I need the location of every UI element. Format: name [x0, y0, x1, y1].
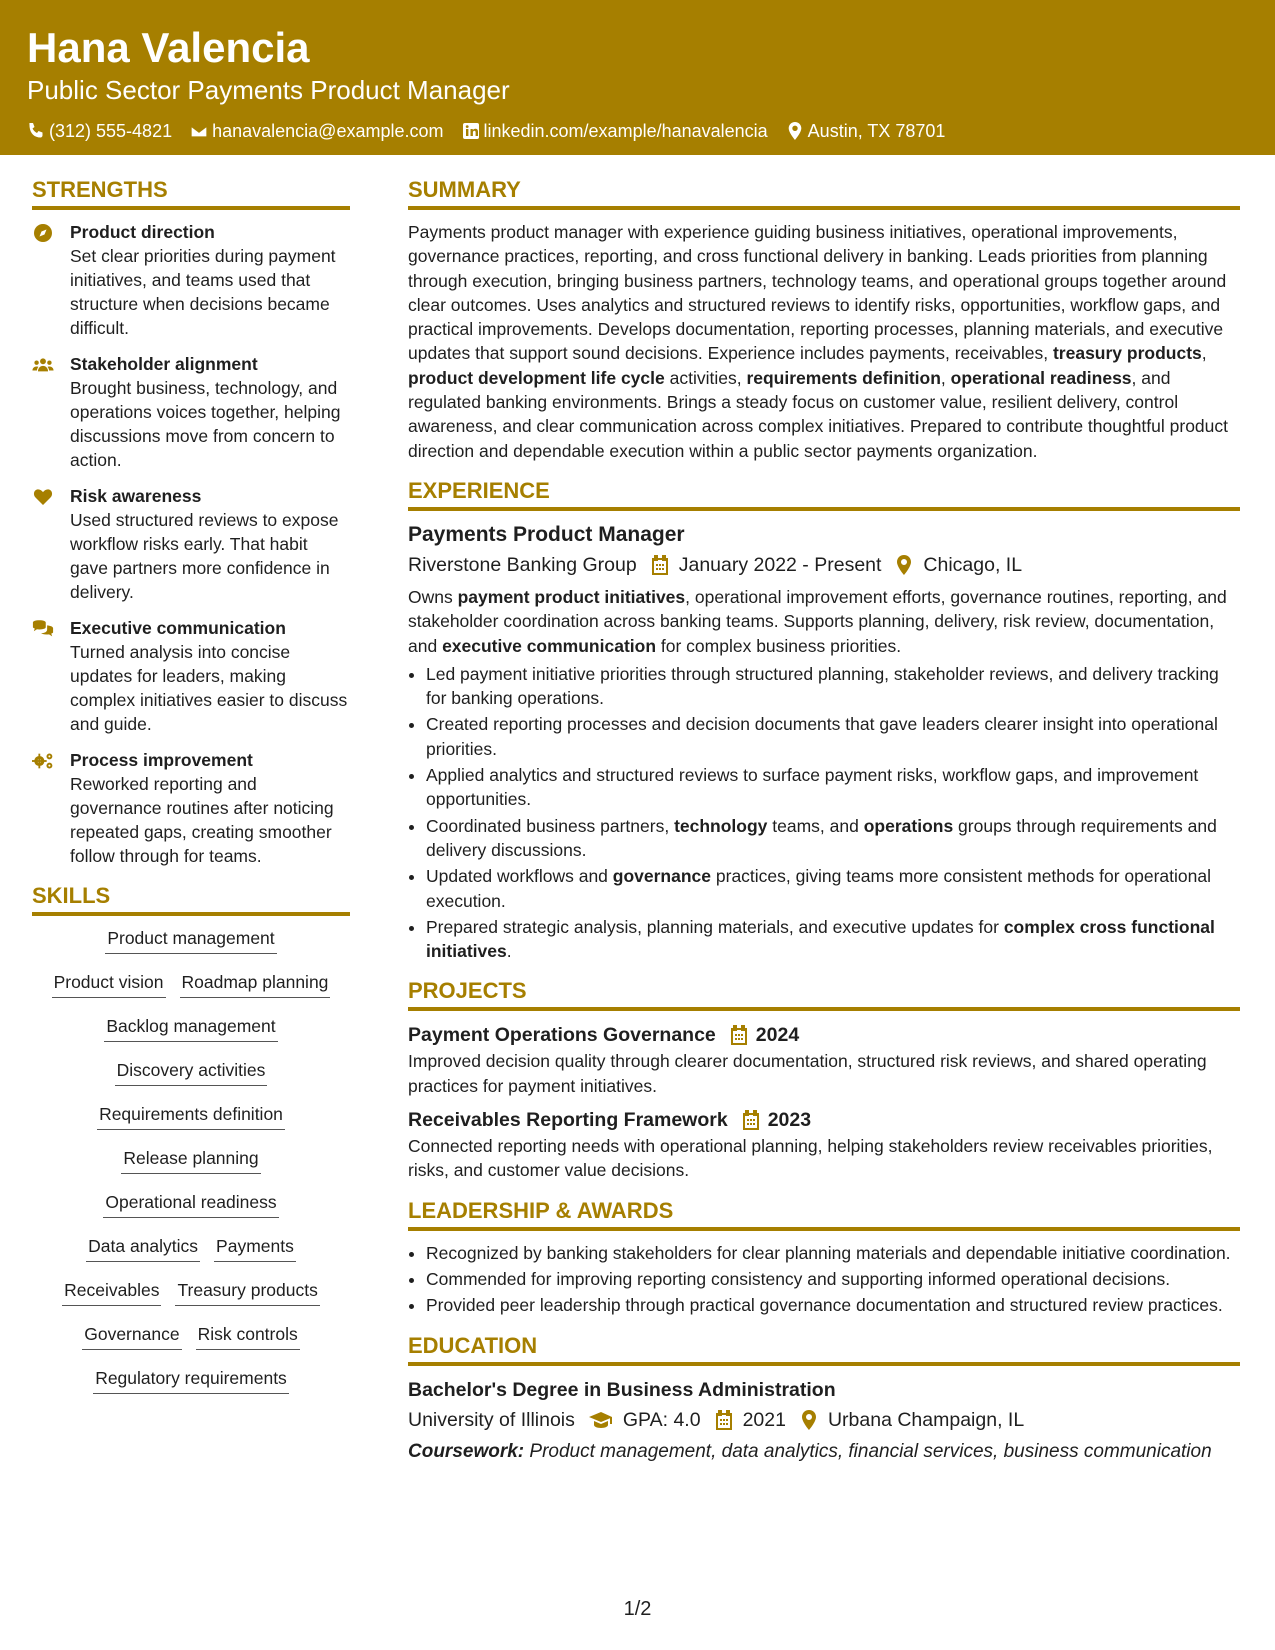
strength-title: Stakeholder alignment: [70, 354, 258, 374]
skill-tag: Discovery activities: [115, 1058, 268, 1086]
contact-bar: [27, 120, 1248, 142]
project-year: 2024: [755, 1024, 800, 1047]
graduation-year: 2021: [742, 1408, 786, 1431]
phone-icon: [27, 122, 45, 140]
candidate-name: Hana Valencia: [27, 24, 310, 71]
skill-tag: Backlog management: [104, 1014, 277, 1042]
strength-description: Brought business, technology, and operations voices together, helping discussions move from concern to action.: [70, 378, 341, 470]
calendar-icon: [651, 555, 669, 575]
candidate-headline: Public Sector Payments Product Manager: [27, 75, 510, 105]
linkedin-icon: [462, 122, 480, 140]
map-pin-icon: [786, 122, 804, 140]
skill-tag: Receivables: [62, 1278, 161, 1306]
skill-tag: Product management: [105, 926, 276, 954]
project-item: [408, 1106, 1240, 1183]
strength-item: [32, 352, 350, 472]
skill-tag: Regulatory requirements: [93, 1366, 289, 1394]
contact-phone[interactable]: [27, 120, 172, 142]
email-text: hanavalencia@example.com: [212, 121, 444, 141]
location-text: Austin, TX 78701: [807, 121, 946, 141]
degree-title: Bachelor's Degree in Business Administration: [408, 1378, 836, 1401]
list-item: • Updated workflows and governance practices, giving teams more consistent methods for operational execution.: [426, 864, 1240, 913]
linkedin-text: linkedin.com/example/hanavalencia: [483, 121, 768, 141]
strength-item: [32, 748, 350, 868]
strength-title: Executive communication: [70, 618, 286, 638]
list-item: • Applied analytics and structured reviews to surface payment risks, workflow gaps, and improvement opportunities.: [426, 763, 1240, 812]
strength-description: Used structured reviews to expose workflow risks early. That habit gave partners more confidence in delivery.: [70, 510, 339, 602]
skill-tag: Risk controls: [196, 1322, 300, 1350]
skill-tag: Treasury products: [175, 1278, 319, 1306]
list-item: • Provided peer leadership through practical governance documentation and structured review practices.: [426, 1293, 1240, 1317]
list-item: • Created reporting processes and decision documents that gave leaders clearer insight into operational priorities.: [426, 712, 1240, 761]
job-location: Chicago, IL: [923, 553, 1023, 576]
skill-tag: Governance: [82, 1322, 181, 1350]
summary-text: Payments product manager with experience guiding business initiatives, operational improvements, governance practices, reporting, and cross functional delivery in banking. Leads priorities from planning through execution, bringing business partners, technology teams, and operational groups together around clear outcomes. Uses analytics and structured reviews to identify risks, opportunities, workflow gaps, and practical improvements. Develops documentation, reporting processes, planning materials, and executive updates that support sound decisions. Experience includes payments, receivables, treasury products, product development life cycle activities, requirements definition, operational readiness, and regulated banking environments. Brings a steady focus on customer value, resilient delivery, control awareness, and clear communication across complex initiatives. Prepared to contribute thoughtful product direction and dependable execution within a public sector payments organization.: [408, 222, 1229, 461]
job-title: Payments Product Manager: [408, 522, 685, 546]
contact-location: [786, 120, 946, 142]
skill-tag: Requirements definition: [97, 1102, 285, 1130]
compass-icon: [32, 223, 54, 243]
list-item: • Led payment initiative priorities through structured planning, stakeholder reviews, and delivery tracking for banking operations.: [426, 662, 1240, 711]
education-heading: EDUCATION: [408, 1332, 1240, 1366]
strength-description: Turned analysis into concise updates for leaders, making complex initiatives easier to discuss and guide.: [70, 642, 348, 734]
strength-item: [32, 484, 350, 604]
job-intro: Owns payment product initiatives, operational improvement efforts, governance routines, reporting, and stakeholder coordination across banking teams. Supports planning, delivery, risk review, documentation, and executive communication for complex business priorities.: [408, 586, 1227, 656]
strength-title: Product direction: [70, 222, 215, 242]
education-section: [408, 1332, 1240, 1464]
skills-heading: SKILLS: [32, 882, 350, 916]
strength-description: Reworked reporting and governance routines after noticing repeated gaps, creating smoother follow through for teams.: [70, 774, 334, 866]
strength-item: [32, 220, 350, 340]
leadership-list: [408, 1241, 1240, 1318]
job-dates: January 2022 - Present: [678, 553, 882, 576]
phone-text: (312) 555-4821: [49, 121, 173, 141]
graduation-cap-icon: [589, 1410, 613, 1430]
strengths-heading: STRENGTHS: [32, 176, 350, 210]
strength-item: [32, 616, 350, 736]
calendar-icon: [730, 1025, 748, 1045]
projects-heading: PROJECTS: [408, 977, 1240, 1011]
project-description: Connected reporting needs with operational planning, helping stakeholders review receivables priorities, risks, and customer value decisions.: [408, 1136, 1213, 1181]
strength-title: Process improvement: [70, 750, 253, 770]
skill-tag: Release planning: [121, 1146, 260, 1174]
school-location: Urbana Champaign, IL: [827, 1408, 1025, 1431]
skills-section: [32, 882, 350, 1394]
experience-heading: EXPERIENCE: [408, 477, 1240, 511]
skill-tag: Data analytics: [86, 1234, 200, 1262]
list-item: • Prepared strategic analysis, planning materials, and executive updates for complex cross functional initiatives.: [426, 915, 1240, 964]
list-item: • Recognized by banking stakeholders for clear planning materials and dependable initiative coordination.: [426, 1241, 1240, 1265]
map-pin-icon: [895, 555, 913, 575]
education-meta: [408, 1406, 1240, 1434]
skill-tag: Operational readiness: [103, 1190, 278, 1218]
school-name: University of Illinois: [408, 1408, 575, 1431]
summary-heading: SUMMARY: [408, 176, 1240, 210]
skill-tag: Roadmap planning: [180, 970, 331, 998]
gpa: GPA: 4.0: [622, 1408, 701, 1431]
skill-tag: Payments: [214, 1234, 296, 1262]
list-item: • Coordinated business partners, technology teams, and operations groups through requirements and delivery discussions.: [426, 814, 1240, 863]
users-icon: [32, 355, 54, 375]
resume-header: [0, 0, 1275, 155]
left-column: [32, 176, 350, 1410]
job-bullets: [408, 662, 1240, 964]
page-number: 1/2: [623, 1598, 652, 1620]
right-column: [408, 176, 1240, 1478]
projects-section: [408, 977, 1240, 1182]
company-name: Riverstone Banking Group: [408, 553, 637, 576]
strengths-section: [32, 176, 350, 868]
leadership-section: [408, 1197, 1240, 1318]
heart-icon: [32, 487, 54, 507]
comments-icon: [32, 619, 54, 639]
project-name: Receivables Reporting Framework: [408, 1109, 728, 1132]
envelope-icon: [190, 122, 208, 140]
list-item: • Commended for improving reporting consistency and supporting informed operational decisions.: [426, 1267, 1240, 1291]
contact-email[interactable]: [190, 120, 443, 142]
coursework: Coursework: Product management, data analytics, financial services, business communication: [408, 1440, 1212, 1462]
strength-title: Risk awareness: [70, 486, 202, 506]
project-item: [408, 1021, 1240, 1098]
skills-list: [32, 926, 350, 1394]
project-description: Improved decision quality through clearer documentation, structured risk reviews, and shared operating practices for payment initiatives.: [408, 1051, 1207, 1096]
calendar-icon: [742, 1110, 760, 1130]
summary-section: [408, 176, 1240, 463]
project-year: 2023: [767, 1109, 812, 1132]
skill-tag: Product vision: [52, 970, 166, 998]
strength-description: Set clear priorities during payment initiatives, and teams used that structure when decisions became difficult.: [70, 246, 336, 338]
project-name: Payment Operations Governance: [408, 1024, 716, 1047]
contact-linkedin[interactable]: [462, 120, 768, 142]
gears-icon: [32, 751, 54, 771]
leadership-heading: LEADERSHIP & AWARDS: [408, 1197, 1240, 1231]
experience-section: [408, 477, 1240, 963]
calendar-icon: [715, 1410, 733, 1430]
job-meta: [408, 551, 1240, 579]
map-pin-icon: [800, 1410, 818, 1430]
